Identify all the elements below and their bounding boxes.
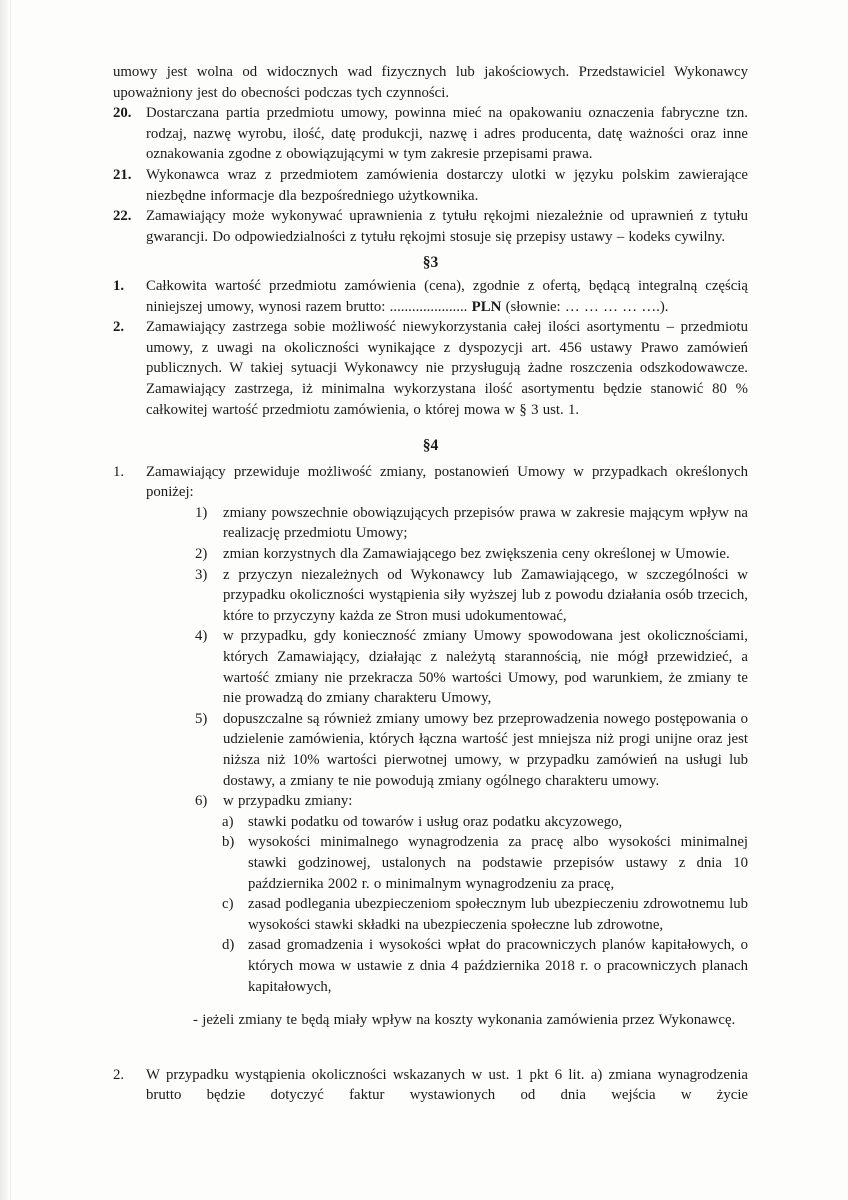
subitem-6-text: w przypadku zmiany:	[223, 793, 353, 810]
letter-item-c-text: zasad podlegania ubezpieczeniom społecznym lub ubezpieczeniu zdrowotnemu lub wysokości stawki składki na ubezpieczenia społeczne lub zdrowotne,	[248, 896, 748, 933]
subitem-4-number: 4)	[195, 628, 208, 645]
item-22-text: Zamawiający może wykonywać uprawnienia z tytułu rękojmi niezależnie od uprawnień z tytułu gwarancji. Do odpowiedzialności z tytułu rękojmi stosuje się przepisy ustawy – kodeks cywilny.	[146, 208, 748, 245]
subitem-4-text: w przypadku, gdy konieczność zmiany Umowy spowodowana jest okolicznościami, których Zamawiający, działając z należytą starannością, nie mógł przewidzieć, a wartość zmiany nie przekracza 50% wartości Umowy, pod warunkiem, że zmiany te nie prowadzą do zmiany charakteru Umowy,	[223, 628, 748, 707]
subitem-3-number: 3)	[195, 566, 208, 583]
item-22	[113, 206, 748, 247]
section-4-item-2-number: 2.	[113, 1066, 125, 1083]
section-4-item-1	[113, 462, 748, 503]
subitem-3-text: z przyczyn niezależnych od Wykonawcy lub Zamawiającego, w szczególności w przypadku okoliczności wystąpienia siły wyższej lub z powodu działania osób trzecich, które to przyczyny każda ze Stron musi udokumentować,	[223, 566, 748, 624]
subitem-1-text: zmiany powszechnie obowiązujących przepisów prawa w zakresie mającym wpływ na realizację przedmiotu Umowy;	[223, 504, 748, 542]
subitem-2-number: 2)	[195, 546, 208, 563]
closing-note: - jeżeli zmiany te będą miały wpływ na koszty wykonania zamówienia przez Wykonawcę.	[193, 1012, 736, 1029]
letter-item-b	[222, 832, 748, 894]
letter-item-c	[222, 894, 748, 935]
section-4-item-2	[113, 1065, 748, 1106]
section-3-item-2-text: Zamawiający zastrzega sobie możliwość niewykorzystania całej ilości asortymentu – przedmiotu umowy, z uwagi na okoliczności wynikające z dyspozycji art. 456 ustawy Prawo zamówień publicznych. W takiej sytuacji Wykonawcy nie przysługują żadne roszczenia odszkodowawcze. Zamawiający zastrzega, iż minimalna wykorzystana ilość asortymentu będzie stanowić 80 % całkowitej wartość przedmiotu zamówienia, o której mowa w § 3 ust. 1.	[146, 319, 748, 418]
subitem-2-text: zmian korzystnych dla Zamawiającego bez zwiększenia ceny określonej w Umowie.	[223, 546, 730, 563]
letter-item-d-text: zasad gromadzenia i wysokości wpłat do pracowniczych planów kapitałowych, o których mowa w ustawie z dnia 4 października 2018 r. o pracowniczych planach kapitałowych,	[248, 937, 748, 995]
letter-item-c-number: c)	[222, 896, 234, 913]
item-22-number: 22.	[113, 208, 132, 225]
section-3-item-2-number: 2.	[113, 319, 125, 336]
subitem-5-text: dopuszczalne są również zmiany umowy bez przeprowadzenia nowego postępowania o udzielenie zamówienia, których łączna wartość jest mniejsza niż progi unijne oraz jest niższa niż 10% wartości pierwotnej umowy, w przypadku zamówień na usługi lub dostawy, a zmiany te nie powodują zmiany ogólnego charakteru umowy.	[223, 710, 748, 789]
subitem-2	[195, 544, 748, 565]
item-21-text: Wykonawca wraz z przedmiotem zamówienia dostarczy ulotki w języku polskim zawierające niezbędne informacje dla bezpośredniego użytkownika.	[146, 166, 748, 204]
subitem-5	[195, 709, 748, 791]
pln-label: PLN	[471, 298, 502, 315]
section-4-item-1-lead: Zamawiający przewiduje możliwość zmiany, postanowień Umowy w przypadkach określonych poniżej:	[146, 463, 748, 501]
letter-item-d	[222, 935, 748, 997]
item-21-number: 21.	[113, 166, 132, 183]
subitem-6-number: 6)	[195, 793, 208, 810]
paragraph-continuation: umowy jest wolna od widocznych wad fizycznych lub jakościowych. Przedstawiciel Wykonawcy upoważniony jest do obecności podczas tych czynności.	[113, 64, 748, 101]
section-4-item-1-number: 1.	[113, 463, 125, 480]
letter-item-a	[222, 812, 748, 833]
item-20-number: 20.	[113, 105, 132, 122]
subitem-1-number: 1)	[195, 504, 208, 521]
item-20	[113, 103, 748, 165]
letter-item-d-number: d)	[222, 937, 235, 954]
section-3-item-1-text-before-pln: Całkowita wartość przedmiotu zamówienia (cena), zgodnie z ofertą, będącą integralną częścią niniejszej umowy, wynosi razem brutto: .....................	[146, 277, 748, 315]
subitem-1	[195, 503, 748, 544]
subitem-6	[195, 791, 748, 812]
letter-item-a-text: stawki podatku od towarów i usług oraz podatku akcyzowego,	[248, 813, 623, 830]
letter-item-a-number: a)	[222, 813, 234, 830]
section-3-item-1	[113, 276, 748, 317]
letter-item-b-number: b)	[222, 834, 235, 851]
letter-item-b-text: wysokości minimalnego wynagrodzenia za pracę albo wysokości minimalnej stawki godzinowej, ustalonych na podstawie przepisów ustawy z dnia 10 października 2002 r. o minimalnym wynagrodzeniu za pracę,	[248, 834, 748, 892]
subitem-3	[195, 565, 748, 627]
section-4-heading: §4	[422, 437, 439, 455]
section-3-heading: §3	[422, 254, 439, 272]
subitem-4	[195, 626, 748, 708]
item-21	[113, 165, 748, 206]
section-3-item-1-text-after-pln: (słownie: … … … … ….).	[501, 298, 669, 315]
section-3-item-2	[113, 317, 748, 420]
section-3-item-1-number: 1.	[113, 277, 125, 294]
item-20-text: Dostarczana partia przedmiotu umowy, powinna mieć na opakowaniu oznaczenia fabryczne tzn. rodzaj, nazwę wyrobu, ilość, datę produkcji, nazwę i adres producenta, datę ważności oraz inne oznakowania zgodne z obowiązującymi w tym zakresie przepisami prawa.	[146, 105, 748, 163]
section-4-item-2-text: W przypadku wystąpienia okoliczności wskazanych w ust. 1 pkt 6 lit. a) zmiana wynagrodzenia brutto będzie dotyczyć faktur wystawionych od dnia wejścia w życie	[146, 1066, 748, 1104]
subitem-5-number: 5)	[195, 710, 208, 727]
